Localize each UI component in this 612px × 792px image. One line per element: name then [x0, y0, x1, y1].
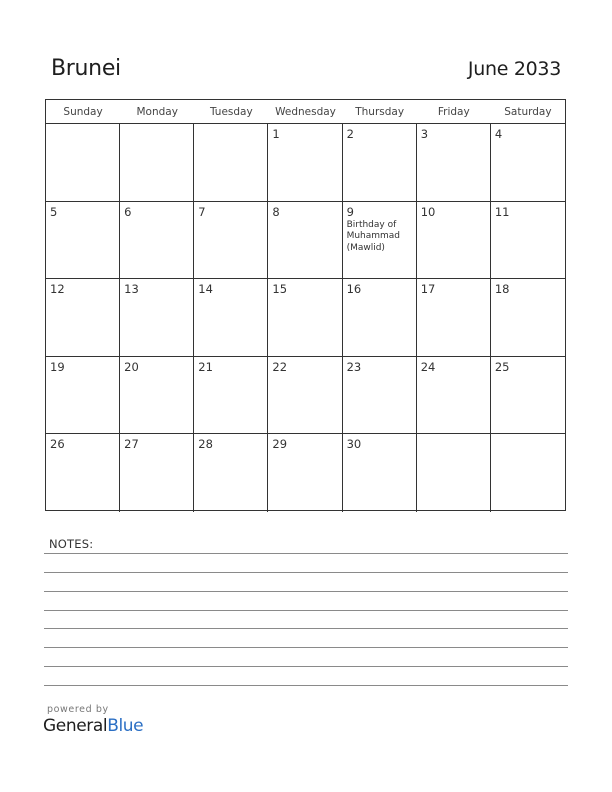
day-number: 4 — [494, 127, 503, 141]
day-cell — [120, 434, 194, 512]
day-cell — [491, 434, 565, 512]
day-cell — [417, 434, 491, 512]
day-number: 8 — [272, 204, 280, 219]
weekday-tuesday: Tuesday — [209, 106, 253, 118]
week-row-1 — [46, 124, 565, 202]
powered-by-text: powered by — [47, 704, 109, 715]
day-cell — [343, 357, 417, 434]
weekday-thursday: Thursday — [355, 106, 405, 118]
day-number: 17 — [420, 282, 436, 297]
day-cell — [491, 124, 565, 201]
note-line — [44, 553, 568, 554]
note-line — [44, 647, 568, 648]
day-number: 19 — [50, 359, 65, 374]
weekday-header-row — [46, 100, 565, 124]
weekday-monday: Monday — [136, 106, 178, 118]
day-number: 13 — [124, 282, 139, 297]
day-number: 11 — [494, 204, 510, 219]
day-cell — [491, 357, 565, 434]
day-cell — [120, 279, 194, 356]
country-title: Brunei — [51, 56, 121, 81]
day-cell — [417, 202, 491, 279]
weekday-friday: Friday — [437, 106, 470, 118]
day-cell — [417, 279, 491, 356]
day-number: 5 — [50, 204, 58, 219]
day-cell — [268, 202, 342, 279]
weekday-sunday: Sunday — [63, 106, 103, 118]
day-cell — [268, 434, 342, 512]
day-cell — [268, 357, 342, 434]
day-cell — [120, 124, 194, 201]
day-cell — [343, 279, 417, 356]
day-number: 3 — [420, 127, 429, 141]
day-number: 25 — [494, 359, 510, 374]
day-cell — [46, 124, 120, 201]
month-year-title: June 2033 — [467, 58, 561, 80]
day-cell — [194, 434, 268, 512]
note-line — [44, 685, 568, 686]
day-number: 22 — [272, 359, 288, 374]
week-row-2 — [46, 202, 565, 280]
day-number: 16 — [346, 282, 362, 297]
weekday-wednesday: Wednesday — [275, 106, 336, 118]
note-line — [44, 628, 568, 629]
day-number: 2 — [346, 127, 354, 141]
day-cell — [46, 202, 120, 279]
day-number: 26 — [50, 437, 65, 452]
day-number: 30 — [346, 437, 362, 452]
day-cell — [417, 357, 491, 434]
day-number: 7 — [198, 204, 206, 219]
day-number: 20 — [124, 359, 139, 374]
day-cell — [194, 124, 268, 201]
day-number: 18 — [494, 282, 510, 297]
week-row-3 — [46, 279, 565, 357]
day-number: 15 — [272, 282, 288, 297]
day-cell — [46, 279, 120, 356]
day-number: 10 — [420, 204, 436, 219]
day-number: 27 — [124, 437, 139, 452]
day-cell — [46, 434, 120, 512]
brand-blue: Blue — [107, 716, 144, 736]
day-cell — [194, 279, 268, 356]
calendar-grid — [45, 99, 566, 511]
note-line — [44, 591, 568, 592]
day-number: 24 — [420, 359, 436, 374]
note-line — [44, 666, 568, 667]
day-number: 23 — [346, 359, 362, 374]
day-cell — [491, 202, 565, 279]
day-cell — [491, 279, 565, 356]
note-line — [44, 572, 568, 573]
day-cell — [194, 202, 268, 279]
day-cell — [343, 124, 417, 201]
brand-general: General — [43, 716, 108, 736]
week-row-5 — [46, 434, 565, 512]
day-cell — [120, 357, 194, 434]
weekday-saturday: Saturday — [504, 106, 552, 118]
day-number: 9 — [346, 204, 354, 219]
day-number: 12 — [50, 282, 65, 297]
day-cell — [417, 124, 491, 201]
week-row-4 — [46, 357, 565, 435]
day-number: 6 — [124, 204, 132, 219]
day-number: 21 — [198, 359, 213, 374]
generalblue-logo — [43, 716, 143, 736]
holiday-event: Birthday of Muhammad (Mawlid) — [346, 219, 401, 253]
day-cell — [268, 279, 342, 356]
notes-label: NOTES: — [49, 537, 94, 551]
day-number: 28 — [198, 437, 213, 452]
day-cell — [120, 202, 194, 279]
day-cell — [194, 357, 268, 434]
note-line — [44, 610, 568, 611]
day-cell-holiday — [343, 202, 417, 279]
day-cell — [46, 357, 120, 434]
day-cell — [343, 434, 417, 512]
day-number: 14 — [198, 282, 213, 297]
day-number: 29 — [272, 437, 288, 452]
day-cell — [268, 124, 342, 201]
day-number: 1 — [272, 127, 280, 141]
